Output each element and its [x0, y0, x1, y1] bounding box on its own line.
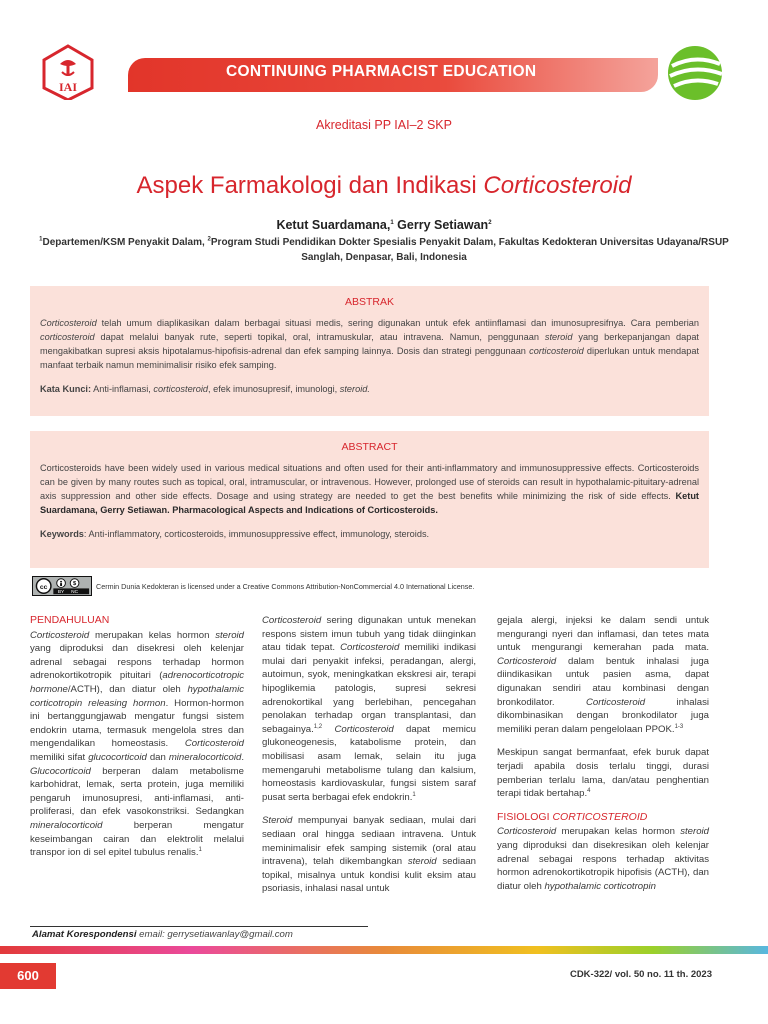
c1-ref: 1	[198, 846, 202, 853]
abstrak-box	[30, 286, 709, 416]
c1-f: dan	[146, 751, 169, 763]
abstrak-heading: ABSTRAK	[344, 296, 394, 308]
abstrak-keywords	[40, 382, 699, 396]
abstrak-t4-i: corticosteroid	[529, 346, 584, 356]
license-notice	[32, 576, 474, 596]
c2-d: dapat memicu glukoneogenesis, katabolisme protein, dan mobilisasi asam lemak, selain itu juga memengaruhi metabolisme tulang dan kalsium, homeostasis kardiovaskular, fungsi sistem saraf pusat serta berbagai efek endokrin.	[262, 723, 476, 803]
abstract-kw: : Anti-inflammatory, corticosteroids, immunosuppressive effect, immunology, steroids.	[83, 529, 430, 539]
abstrak-t3-i: steroid	[544, 332, 573, 342]
svg-text:cc: cc	[39, 583, 48, 591]
c3-heading: FISIOLOGI	[497, 810, 553, 823]
author-2: Gerry Setiawan	[393, 218, 489, 232]
c1-d: . Hormon-hormon ini bertanggungjawab mengatur fungsi sistem endokrin utama, termasuk mengelola stres dan mengendalikan homeostasis.	[30, 697, 244, 750]
c3-p3-c-i: hypothalamic corticotropin	[544, 880, 656, 892]
abstrak-t3: yang berkepanjangan dapat mengakibatkan supresi aksis hipotalamus-hipofisis-adrenal dan efek samping lainnya. Dosis dan strategi penggunaan	[40, 332, 699, 356]
c3-p2-ref: 4	[587, 787, 591, 794]
abstract-citation: Ketut Suardamana, Gerry Setiawan. Pharmacological Aspects and Indications of Corticosteroids.	[40, 491, 699, 515]
c1-b-i: steroid	[215, 629, 244, 641]
paragraph	[497, 825, 709, 893]
c1-i: berperan mengatur keseimbangan cairan dan elektrolit melalui transpor ion di sel epitel tubulus renalis.	[30, 819, 244, 859]
article-title	[0, 172, 768, 200]
correspondence	[32, 929, 293, 940]
divider	[30, 926, 368, 927]
body-column-2	[262, 614, 476, 906]
abstrak-t4: diperlukan untuk mendapat manfaat terbaik namun meminimalisir risiko efek samping.	[40, 346, 700, 370]
cc-license-badge[interactable]	[32, 576, 92, 596]
accreditation-label: Akreditasi PP IAI–2 SKP	[316, 118, 452, 132]
globe-logo-icon	[666, 44, 724, 102]
c1-c: /ACTH), dan diatur oleh	[67, 683, 188, 695]
c1-i-i: mineralocorticoid	[30, 819, 103, 831]
paragraph	[497, 614, 709, 736]
footer-color-bar	[0, 946, 768, 954]
abstrak-t2: dapat melalui banyak rute, seperti topikal, oral, intramuskular, atau intravena. Namun, penggunaan	[94, 332, 545, 342]
c2-b: memiliki indikasi mulai dari penyakit infeksi, peradangan, alergi, autoimun, syok, meningkatkan ekskresi air, terapi hipoglikemia patologis, supresi sekresi adrenokortikal yang berlebihan, pencegahan penolakan terhadap organ transplantasi, dan sebagainya.	[262, 642, 477, 735]
c1-a-i: Corticosteroid	[30, 629, 90, 641]
affil-2-sup: 2	[207, 236, 211, 243]
c3-c: inhalasi dikombinasikan dengan bronkodilator juga memiliki peran dalam pengelolaan PPOK.	[497, 696, 709, 735]
issue-info: CDK-322/ vol. 50 no. 11 th. 2023	[569, 969, 712, 980]
c2-p2-b-i: steroid	[407, 856, 437, 868]
svg-text:$: $	[72, 581, 77, 588]
c2-p2-a-i: Steroid	[262, 815, 293, 827]
abstrak-kw-label: Kata Kunci:	[40, 384, 92, 394]
paragraph	[30, 629, 244, 860]
c3-a: gejala alergi, injeksi ke dalam sendi untuk mengurangi nyeri dan inflamasi, dan tetes mata untuk mengurangi kemerahan pada mata.	[497, 615, 709, 654]
title-italic: Corticosteroid	[483, 172, 632, 199]
affiliations	[36, 235, 732, 265]
page-number: 600	[0, 963, 56, 989]
abstract-text: Corticosteroids have been widely used in various medical situations and often used for their anti-inflammatory and immunosuppressive effects. Corticosteroids can be given by many routes such as topical, oral, intramuscular, or intravenous. However, prolonged use of steroids can result in hypothalamic-pituitary-adrenal axis suppression and other side effects. Dosage and using strategy are needed to get the best benefits while minimizing the risk of side effects.	[40, 463, 699, 501]
c3-b-i: Corticosteroid	[497, 655, 557, 667]
abstrak-t1: telah umum diaplikasikan dalam berbagai situasi medis, sering digunakan untuk efek antiinflamasi dan imunosupresifnya. Cara pemberian	[96, 318, 699, 328]
abstrak-t2-i: corticosteroid	[40, 332, 95, 342]
license-text: Cermin Dunia Kedokteran is licensed under a Creative Commons Attribution-NonCommercial 4.0 International License.	[96, 581, 475, 591]
abstrak-kw2: corticosteroid	[153, 384, 208, 394]
c3-p3-a-i: Corticosteroid	[497, 826, 557, 838]
affil-1: Departemen/KSM Penyakit Dalam,	[42, 237, 208, 248]
c1-h: berperan dalam metabolisme karbohidrat, lemak, serta protein, juga memiliki pengaruh imunosupresi, anti-inflamasi, anti-proliferasi, dan efek vasokonstriksi. Sedangkan	[30, 765, 244, 818]
body-column-1	[30, 614, 244, 870]
c3-p3-b: yang diproduksi dan disekresikan oleh kelenjar adrenal sebagai respons terhadap aktivitas hormon adrenokortikotropik hipofisis (ACTH), dan diatur oleh	[497, 839, 709, 892]
c3-heading-i: CORTICOSTEROID	[552, 810, 648, 823]
c2-c	[322, 724, 334, 735]
iai-logo	[40, 44, 96, 100]
c2-ref2: 1	[412, 791, 416, 798]
section-heading-pendahuluan: PENDAHULUAN	[30, 614, 110, 626]
abstrak-kw4: steroid.	[339, 384, 370, 394]
abstract-box	[30, 431, 709, 568]
c3-p2: Meskipun sangat bermanfaat, efek buruk dapat terjadi apabila dosis terlalu tinggi, durasi pemberian terlalu lama, dan/atau penghentian terapi tidak bertahap.	[497, 747, 709, 800]
author-1: Ketut Suardamana,	[276, 218, 391, 232]
c3-b: dalam bentuk inhalasi juga diindikasikan untuk pasien asma, dapat digunakan sendiri atau kombinasi dengan bronkodilator.	[497, 655, 709, 708]
abstract-body	[40, 461, 699, 517]
c1-e: memiliki sifat	[30, 751, 89, 763]
body-column-3	[497, 614, 709, 903]
c2-p2-b: sediaan topikal, misalnya untuk kondisi kulit eksim atau psoriasis, inhalasi nasal untuk	[262, 856, 476, 895]
c1-a: merupakan kelas hormon	[89, 629, 216, 641]
author-1-sup: 1	[390, 219, 394, 226]
c2-a-i: Corticosteroid	[262, 615, 322, 626]
abstrak-kw1: Anti-inflamasi,	[91, 384, 154, 394]
cc-nc-text: NC	[71, 590, 79, 595]
c3-c-i: Corticosteroid	[585, 696, 646, 708]
affil-1-sup: 1	[39, 236, 43, 243]
correspondence-label: Alamat Korespondensi	[32, 929, 137, 940]
author-2-sup: 2	[488, 219, 492, 226]
c2-b-i: Corticosteroid	[340, 642, 400, 654]
cc-by-nc-icon	[35, 577, 91, 595]
c1-d-i: hypothalamic corticotropin releasing hormon	[30, 683, 244, 709]
c3-p3-b-i: steroid	[680, 826, 709, 838]
title-main: Aspek Farmakologi dan Indikasi	[136, 172, 484, 199]
c1-g: .	[241, 751, 244, 763]
section-heading-fisiologi	[497, 811, 709, 825]
abstrak-t1-i: Corticosteroid	[40, 318, 97, 328]
banner-title: CONTINUING PHARMACIST EDUCATION	[226, 63, 537, 80]
abstract-keywords	[40, 527, 699, 541]
c1-f-i: glucocorticoid	[88, 751, 147, 763]
c2-ref1: 1,2	[313, 723, 323, 730]
affil-2: Program Studi Pendidikan Dokter Spesialis Penyakit Dalam, Fakultas Kedokteran Universitas Udayana/RSUP Sanglah, Denpasar, Bali, Indonesia	[210, 237, 729, 263]
c3-ref: 1-3	[674, 723, 684, 730]
c1-b: yang diproduksi dan disekresi oleh kelenjar adrenal sebagai respons terhadap hormon adrenokortikotropik pituitari (	[30, 643, 244, 682]
author-list	[0, 218, 768, 232]
abstract-kw-label: Keywords	[40, 529, 84, 539]
abstrak-kw3: , efek imunosupresif, imunologi,	[208, 384, 340, 394]
c2-p2-a: mempunyai banyak sediaan, mulai dari sediaan oral hingga sediaan intravena. Untuk meminimalisir efek samping sistemik (oral atau intravena), telah dikembangkan	[262, 815, 476, 868]
cc-by-text: BY	[57, 590, 65, 595]
abstrak-body	[40, 316, 699, 372]
c2-c-i: Corticosteroid	[334, 723, 394, 735]
abstract-heading: ABSTRACT	[341, 441, 398, 453]
paragraph	[497, 746, 709, 800]
c1-c-i: adrenocorticotropic hormone	[30, 670, 244, 695]
c2-a: sering digunakan untuk menekan respons sistem imun tubuh yang tidak diinginkan atau tidak tepat.	[262, 615, 476, 654]
paragraph	[262, 614, 476, 804]
c1-e-i: Corticosteroid	[184, 738, 244, 750]
c1-g-i: mineralocorticoid	[168, 751, 242, 763]
iai-logo-text: IAI	[58, 80, 78, 94]
correspondence-email[interactable]: email: gerrysetiawanlay@gmail.com	[136, 929, 293, 940]
c3-p3-a: merupakan kelas hormon	[556, 826, 681, 838]
c1-h-i: Glucocorticoid	[30, 765, 91, 777]
paragraph	[262, 814, 476, 896]
